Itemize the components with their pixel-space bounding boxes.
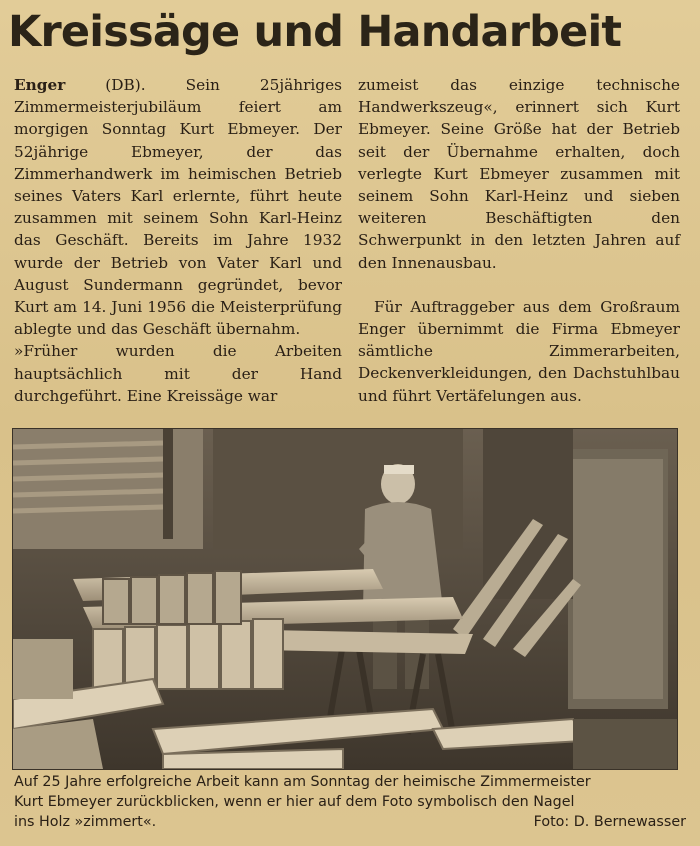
article-column-left — [14, 74, 342, 407]
agency: (DB). — [65, 76, 186, 94]
caption-line: Auf 25 Jahre erfolgreiche Arbeit kann am Sonntag der heimische Zimmermeister — [14, 774, 591, 790]
article-text: Sein 25jähriges Zimmermeisterjubiläum feiert am morgigen Sonntag Kurt Ebmeyer. Der 52jährige Ebmeyer, der das Zimmerhandwerk im heimischen Betrieb seines Vaters Karl erlernte, führt heute zusammen mit seinem Sohn Karl-Heinz das Geschäft. Bereits im Jahre 1932 wurde der Betrieb von Vater Karl und August Sundermann gegründet, bevor Kurt am 14. Juni 1956 die Meisterprüfung ablegte und das Geschäft übernahm. — [14, 76, 342, 339]
article-paragraph: Für Auftraggeber aus dem Großraum Enger übernimmt die Firma Ebmeyer sämtliche Zimmerarbeiten, Deckenverkleidungen, den Dachstuhlbau und führt Vertäfelungen aus. — [358, 297, 680, 405]
dateline: Enger — [14, 76, 66, 94]
caption-line: Kurt Ebmeyer zurückblicken, wenn er hier auf dem Foto symbolisch den Nagel — [14, 794, 575, 810]
photo-credit: Foto: D. Bernewasser — [533, 814, 686, 830]
photo-caption — [14, 772, 686, 832]
photo-carpenter-with-timber-icon — [13, 429, 677, 769]
article-paragraph: zumeist das einzige technische Handwerkszeug«, erinnert sich Kurt Ebmeyer. Seine Größe hat der Betrieb seit der Übernahme erhalten, doch verlegte Kurt Ebmeyer zusammen mit seinem Sohn Karl-Heinz und sieben weiteren Beschäftigten den Schwerpunkt in den letzten Jahren auf den Innenausbau. — [358, 76, 680, 272]
article-column-right — [358, 74, 680, 407]
article-paragraph: »Früher wurden die Arbeiten hauptsächlich mit der Hand durchgeführt. Eine Kreissäge war — [14, 342, 342, 405]
headline: Kreissäge und Handarbeit — [8, 7, 622, 57]
news-photo — [12, 428, 678, 770]
article-paragraph — [14, 74, 342, 340]
caption-text: ins Holz »zimmert«. — [14, 814, 157, 830]
caption-line — [14, 812, 686, 832]
